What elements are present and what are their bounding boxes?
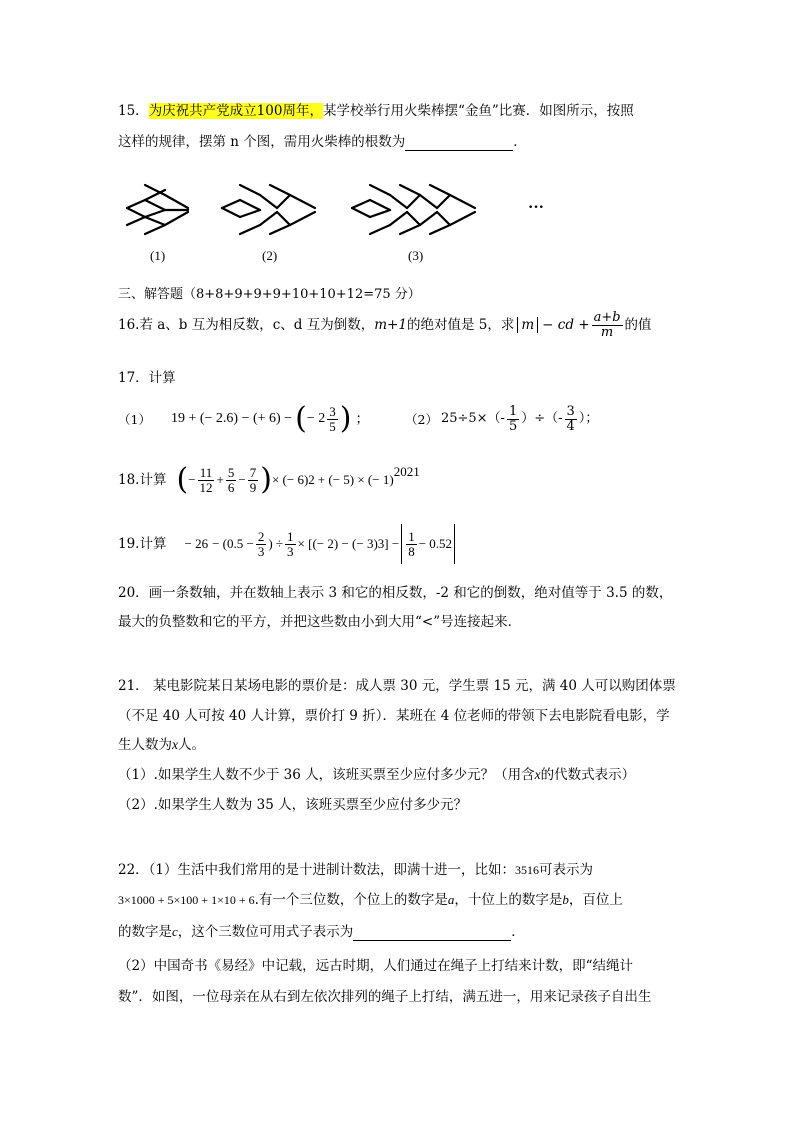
- q17-p2-end: ）；: [578, 411, 599, 427]
- q21-line3: 生人数为x人。: [118, 737, 205, 753]
- q16-mid: 的绝对值是 5，求: [406, 316, 515, 333]
- q17-p2-fraction1: $\frac{1}{5}$: [508, 403, 518, 434]
- fish-figure-1: [127, 185, 188, 234]
- q18-tail: × (− 6): [271, 472, 309, 488]
- q17-p1-end: ；: [355, 410, 369, 427]
- q18: 18.计算 ( − $\frac{11}{12}$ + $\frac{5}{6}$ − $\frac{7}{9}$ ) × (− 6) 2 + (− 5) × (− 1) 2021: [118, 462, 420, 497]
- q17-part1: （1） 19 + (− 2.6) − (+ 6) − ( − 2 $\frac{3}{5}$ ) ；: [118, 401, 369, 436]
- q20-line1: 20．画一条数轴，并在数轴上表示 3 和它的相反数，-2 和它的倒数，绝对值等于 3.5 的数，: [118, 585, 673, 601]
- q19-fraction3: $\frac{1}{8}$: [408, 528, 415, 559]
- q17-p2-label: （2）: [405, 411, 438, 427]
- q18-title: 18.计算: [118, 471, 167, 488]
- fig-ellipsis: ···: [528, 199, 545, 216]
- fish-figure-2: [222, 185, 315, 234]
- q18-fraction3: $\frac{7}{9}$: [249, 464, 257, 495]
- q19: 19.计算 − 2 6 − (0.5 − $\frac{2}{3}$ ) ÷ $\frac{1}{3}$ × [(− 2) − (− 3) 3 ] − $\frac{1}{8}$ − 0.5 2: [118, 522, 457, 566]
- q15-number: 15．: [118, 103, 149, 119]
- q15-line2: [118, 134, 527, 151]
- q19-fraction1: $\frac{2}{3}$: [257, 528, 265, 559]
- q17-p2-mid: ）÷（-: [521, 411, 563, 427]
- q20-line2: 最大的负整数和它的平方，并把这些数由小到大用“<”号连接起来．: [118, 614, 522, 630]
- q18-fraction2: $\frac{5}{6}$: [227, 464, 235, 495]
- q16-m-plus-1: m+1: [374, 316, 407, 333]
- q15-line2-text: 这样的规律，摆第 n 个图，需用火柴棒的根数为: [118, 134, 406, 150]
- q22-line1: 22．（1）生活中我们常用的是十进制计数法，即满十进一，比如：3516可表示为: [118, 862, 594, 878]
- q19-fraction2: $\frac{1}{3}$: [287, 528, 294, 559]
- q17-p2-expr: 25÷5×（-: [440, 411, 505, 427]
- q18-tail2: + (− 5) × (− 1): [317, 472, 394, 488]
- q17-p1-fraction: $\frac{3}{5}$: [329, 403, 336, 434]
- q16-minus-cd: − cd +: [542, 316, 590, 333]
- q21-line1: 21． 某电影院某日某场电影的票价是：成人票 30 元，学生票 15 元，满 40 人可以购团体票: [118, 678, 676, 694]
- q15-period: ．: [513, 134, 527, 150]
- q18-fraction1: $\frac{11}{12}$: [199, 464, 213, 495]
- q21-sub2: （2）.如果学生人数为 35 人，该班买票至少应付多少元？: [118, 797, 468, 813]
- q16-prefix: 16.若 a、b 互为相反数，c、d 互为倒数，: [118, 316, 375, 333]
- q21-line2: （不足 40 人可按 40 人计算，票价打 9 折）．某班在 4 位老师的带领下去电影院看电影，学: [118, 708, 670, 724]
- q17-part2: [405, 398, 598, 440]
- q16: [118, 305, 652, 345]
- fig-label-1: (1): [150, 248, 166, 263]
- q17-title: 17．计算: [118, 370, 176, 386]
- q15-answer-blank: [405, 134, 513, 151]
- fish-figure-3: [352, 185, 475, 234]
- fig-label-3: (3): [408, 248, 424, 263]
- q21-sub1: （1）.如果学生人数不少于 36 人，该班买票至少应付多少元？（用含x的代数式表示）: [118, 767, 636, 783]
- q22-line5: 数”．如图，一位母亲在从右到左依次排列的绳子上打结，满五进一，用来记录孩子自出生: [118, 989, 652, 1005]
- q22-line2: 3×1000 + 5×100 + 1×10 + 6.有一个三位数，个位上的数字是a，十位上的数字是b，百位上: [118, 892, 623, 908]
- q16-suffix: 的值: [624, 316, 652, 333]
- q22-line3: 的数字是c，这个三数位可用式子表示为 ．: [118, 924, 525, 940]
- q15-highlight: 为庆祝共产党成立100周年，: [148, 103, 323, 119]
- q15-line1-text: 某学校举行用火柴棒摆“金鱼”比赛．如图所示，按照: [322, 103, 634, 119]
- matchstick-figure: [120, 180, 560, 268]
- q17-p1-expr: 19 + (− 2.6) − (+ 6) −: [170, 410, 293, 426]
- q19-title: 19.计算: [118, 535, 167, 552]
- q22-answer-blank: [353, 924, 511, 941]
- q22-line4: （2）中国奇书《易经》中记载，远古时期，人们通过在绳子上打结来计数，即“结绳计: [118, 958, 633, 974]
- q17-p1-mixed: − 2: [306, 410, 326, 426]
- section-3-title: 三、解答题（8+8+9+9+9+10+10+12=75 分）: [118, 287, 421, 302]
- q17-p1-label: （1）: [118, 411, 151, 427]
- q17-p2-fraction2: $\frac{3}{4}$: [566, 403, 575, 434]
- fig-label-2: (2): [262, 248, 278, 263]
- q16-fraction: $\frac{a+b}{m}$: [593, 309, 621, 340]
- q16-abs-m: m: [517, 317, 538, 333]
- q15-line1: [118, 103, 634, 119]
